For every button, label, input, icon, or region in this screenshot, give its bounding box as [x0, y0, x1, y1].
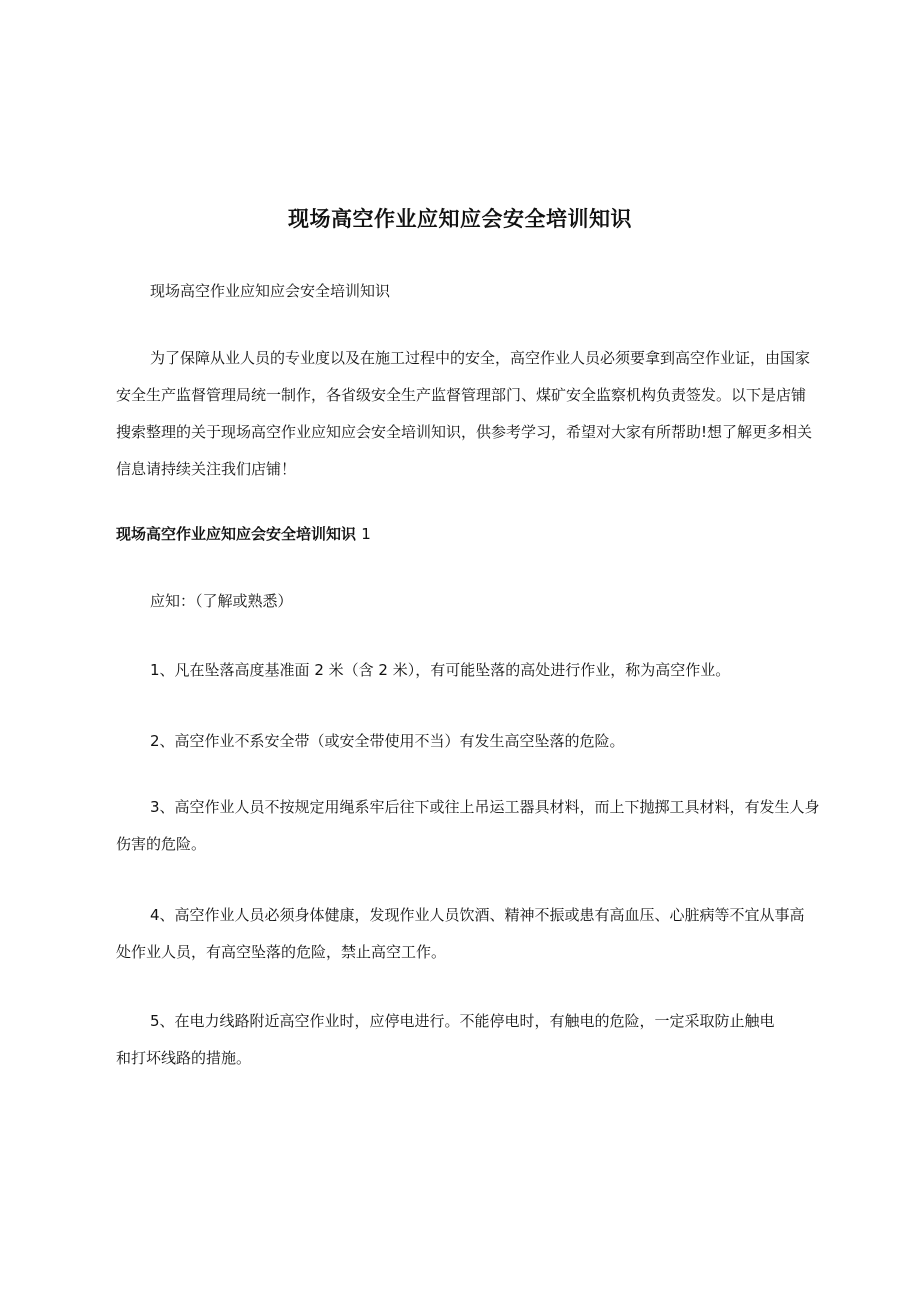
document-subtitle: 现场高空作业应知应会安全培训知识 — [150, 282, 391, 300]
list-item: 1、凡在坠落高度基准面 2 米（含 2 米），有可能坠落的高处进行作业，称为高空作业。 — [150, 661, 731, 679]
list-item: 3、高空作业人员不按规定用绳系牢后往下或往上吊运工器具材料，而上下抛掷工具材料，有发生人身伤害的危险。 — [116, 798, 820, 853]
document-title: 现场高空作业应知应会安全培训知识 — [288, 207, 632, 231]
section-heading-text: 现场高空作业应知应会安全培训知识 — [116, 525, 357, 543]
section-heading — [116, 523, 371, 545]
intro-paragraph: 为了保障从业人员的专业度以及在施工过程中的安全，高空作业人员必须要拿到高空作业证，由国家安全生产监督管理局统一制作，各省级安全生产监督管理部门、煤矿安全监察机构负责签发。以下是店铺搜索整理的关于现场高空作业应知应会安全培训知识，供参考学习，希望对大家有所帮助!想了解更多相关信息请持续关注我们店铺！ — [116, 349, 813, 478]
section-number: 1 — [361, 525, 371, 543]
sub-heading: 应知：（了解或熟悉） — [150, 592, 293, 610]
list-item: 4、高空作业人员必须身体健康，发现作业人员饮酒、精神不振或患有高血压、心脏病等不宜从事高处作业人员，有高空坠落的危险，禁止高空工作。 — [116, 906, 805, 961]
list-item: 2、高空作业不系安全带（或安全带使用不当）有发生高空坠落的危险。 — [150, 732, 625, 750]
list-item: 5、在电力线路附近高空作业时，应停电进行。不能停电时，有触电的危险，一定采取防止触电和打坏线路的措施。 — [116, 1012, 775, 1067]
